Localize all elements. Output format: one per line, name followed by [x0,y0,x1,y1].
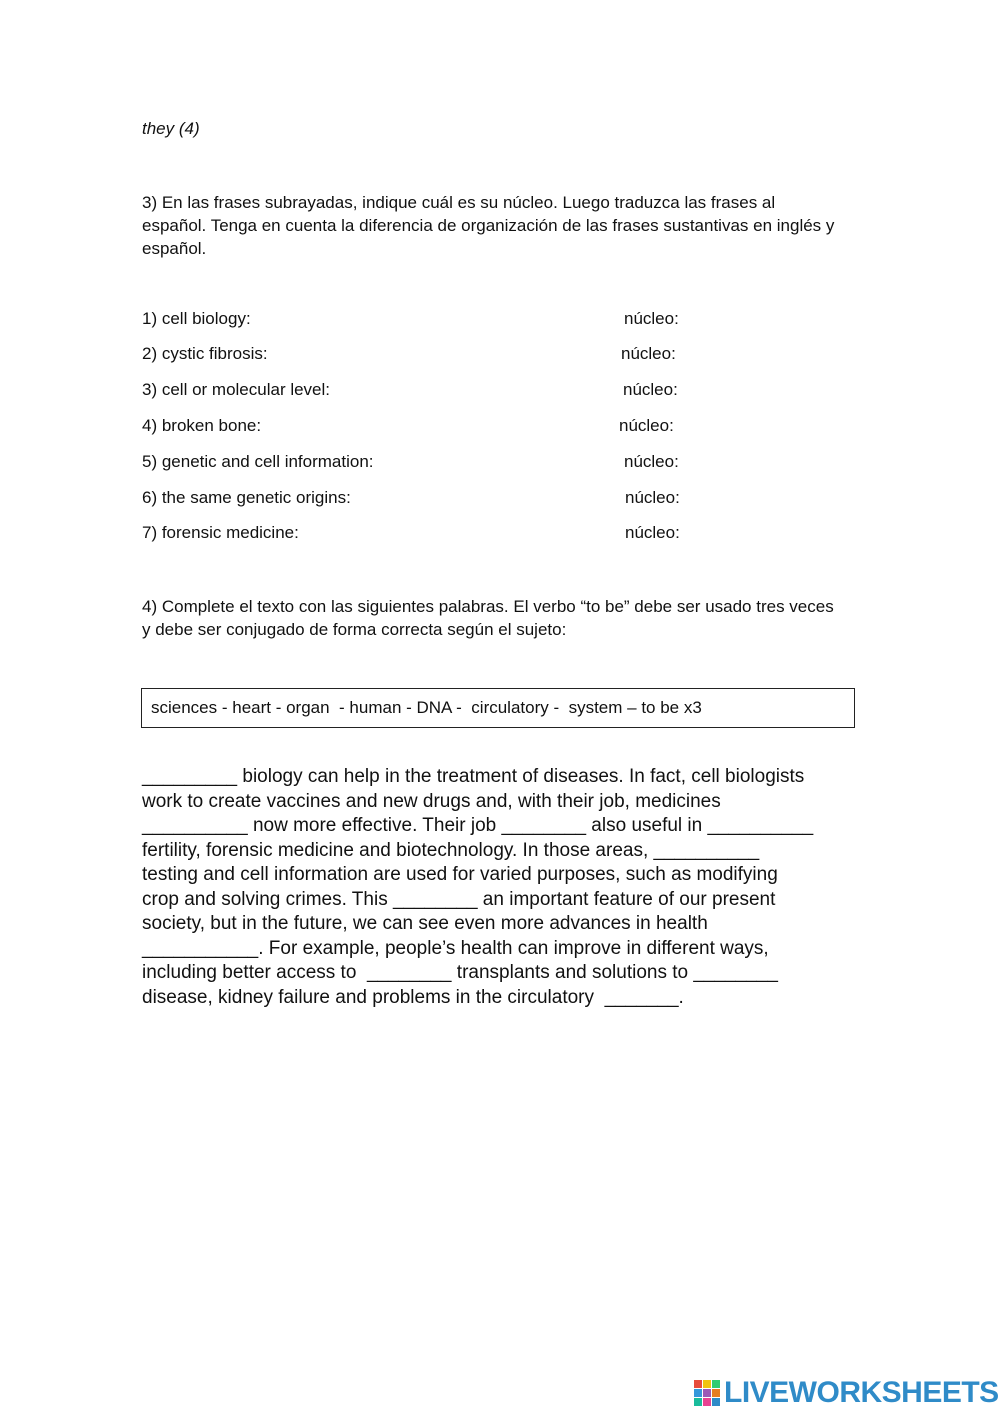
paragraph-text: . [678,986,684,1008]
blank-input[interactable]: ________ [693,962,778,983]
nucleo-label: núcleo: [624,452,679,471]
paragraph-text: disease, kidney failure and problems in the circulatory [142,986,605,1008]
list-item: 7) forensic medicine: [142,523,299,542]
word-bank-box: sciences - heart - organ - human - DNA - circulatory - system – to be x3 [141,688,855,728]
paragraph-line [142,815,813,837]
paragraph-text: also useful in [586,815,708,836]
paragraph-line [142,913,708,935]
paragraph-line [142,987,684,1009]
list-item: 4) broken bone: [142,416,262,435]
list-item: 5) genetic and cell information: [142,452,374,471]
paragraph-line [142,840,759,862]
paragraph-text: biology can help in the treatment of diseases. In fact, cell biologists [237,766,805,787]
paragraph-line [142,791,721,813]
paragraph-text: . For example, people’s health can improve in different ways, [258,937,769,959]
nucleo-label: núcleo: [625,523,680,542]
paragraph-text: transplants and solutions to [451,962,694,983]
list-item: 3) cell or molecular level: [142,380,331,399]
paragraph-line [142,889,775,911]
nucleo-label: núcleo: [624,309,679,328]
paragraph-text: work to create vaccines and new drugs and, with their job, medicines [142,790,721,812]
blank-input[interactable]: _________ [142,766,238,787]
paragraph-line [142,938,769,960]
blank-input[interactable]: __________ [707,815,814,836]
blank-input[interactable]: __________ [653,839,760,861]
paragraph-line [142,962,778,984]
nucleo-label: núcleo: [623,380,678,399]
paragraph-text: crop and solving crimes. This [142,888,393,910]
paragraph-text: an important feature of our present [477,888,776,910]
list-item: 6) the same genetic origins: [142,488,351,507]
paragraph-text: including better access to [142,962,367,983]
section3-instructions: 3) En las frases subrayadas, indique cuál es su núcleo. Luego traduzca las frases al español. Tenga en cuenta la diferencia de organización de las frases sustantivas en inglés y español. [142,193,835,258]
blank-input[interactable]: _______ [604,986,679,1008]
blank-input[interactable]: ___________ [142,937,259,959]
list-item: 2) cystic fibrosis: [142,344,268,363]
nucleo-label: núcleo: [621,344,676,363]
section4-instructions: 4) Complete el texto con las siguientes palabras. El verbo “to be” debe ser usado tres veces y debe ser conjugado de forma correcta según el sujeto: [142,597,834,639]
blank-input[interactable]: ________ [392,888,478,910]
brand-name: LIVEWORKSHEETS [724,1376,999,1409]
paragraph-line [142,864,778,886]
nucleo-label: núcleo: [619,416,674,435]
paragraph-line [142,766,804,788]
cloze-paragraph [142,766,882,1016]
paragraph-text: fertility, forensic medicine and biotechnology. In those areas, [142,839,654,861]
blank-input[interactable]: ________ [366,962,452,983]
liveworksheets-logo [694,1376,999,1410]
blank-input[interactable]: ________ [501,815,587,836]
blank-input[interactable]: __________ [142,815,248,836]
list-item: 1) cell biology: [142,309,251,328]
paragraph-text: testing and cell information are used for varied purposes, such as modifying [142,864,778,885]
paragraph-text: society, but in the future, we can see even more advances in health [142,913,708,934]
paragraph-text: now more effective. Their job [247,815,502,836]
logo-icon [694,1380,720,1406]
header-line: they (4) [142,119,200,138]
nucleo-label: núcleo: [625,488,680,507]
